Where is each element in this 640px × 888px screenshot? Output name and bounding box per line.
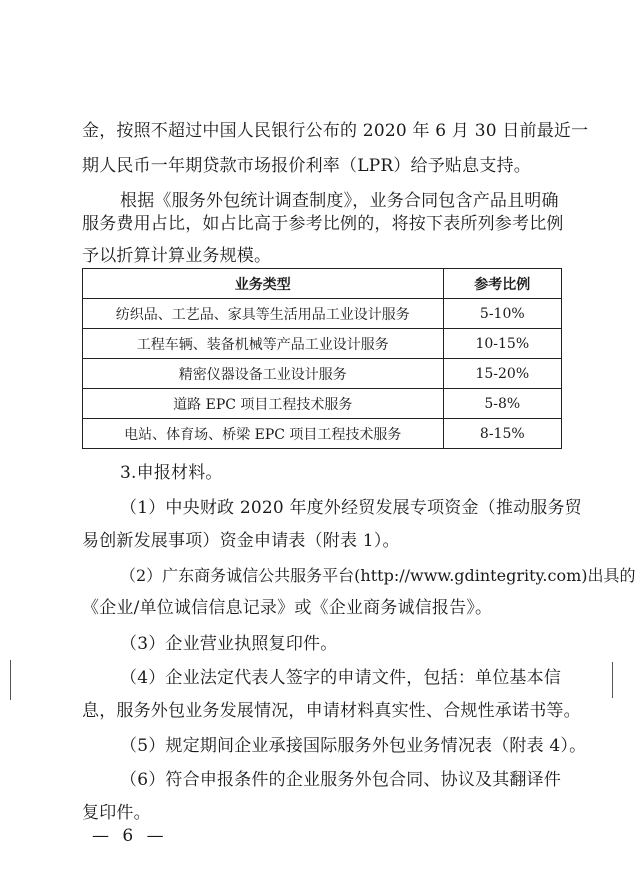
- paragraph-1-line-2: 期人民币一年期贷款市场报价利率（LPR）给予贴息支持。: [82, 156, 531, 176]
- item-1-line-1: （1）中央财政 2020 年度外经贸发展专项资金（推动服务贸: [120, 498, 582, 518]
- cell-business-type: 电站、体育场、桥梁 EPC 项目工程技术服务: [83, 419, 444, 449]
- section-heading: 3.申报材料。: [120, 463, 223, 483]
- cell-reference-ratio: 5-10%: [443, 299, 561, 329]
- table-row: [83, 419, 562, 449]
- item-2-line-1: （2）广东商务诚信公共服务平台(http://www.gdintegrity.com)出具的: [120, 566, 636, 585]
- table-row: [83, 329, 562, 359]
- scan-margin-mark-right: [612, 662, 613, 698]
- table-row: [83, 359, 562, 389]
- item-2-line-2: 《企业/单位诚信信息记录》或《企业商务诚信报告》。: [82, 598, 493, 618]
- paragraph-2-line-2: 服务费用占比，如占比高于参考比例的，将按下表所列参考比例: [82, 214, 564, 234]
- item-4-line-1: （4）企业法定代表人签字的申请文件，包括：单位基本信: [120, 668, 562, 688]
- cell-business-type: 精密仪器设备工业设计服务: [83, 359, 444, 389]
- cell-reference-ratio: 15-20%: [443, 359, 561, 389]
- cell-business-type: 纺织品、工艺品、家具等生活用品工业设计服务: [83, 299, 444, 329]
- scan-margin-mark-left: [10, 660, 11, 700]
- paragraph-2-line-1: 根据《服务外包统计调查制度》，业务合同包含产品且明确: [120, 191, 559, 211]
- cell-business-type: 道路 EPC 项目工程技术服务: [83, 389, 444, 419]
- paragraph-2-line-3: 予以折算计算业务规模。: [82, 246, 272, 266]
- item-3: （3）企业营业执照复印件。: [120, 634, 338, 654]
- table-row: [83, 389, 562, 419]
- cell-business-type: 工程车辆、装备机械等产品工业设计服务: [83, 329, 444, 359]
- item-1-line-2: 易创新发展事项）资金申请表（附表 1）。: [82, 531, 400, 551]
- table-row: [83, 299, 562, 329]
- item-5: （5）规定期间企业承接国际服务外包业务情况表（附表 4）。: [120, 736, 587, 756]
- page-number: — 6 —: [92, 826, 168, 846]
- cell-reference-ratio: 10-15%: [443, 329, 561, 359]
- item-4-line-2: 息，服务外包业务发展情况，申请材料真实性、合规性承诺书等。: [82, 701, 581, 721]
- cell-reference-ratio: 8-15%: [443, 419, 561, 449]
- table-header-row: [83, 269, 562, 299]
- item-6-line-1: （6）符合申报条件的企业服务外包合同、协议及其翻译件: [120, 770, 562, 790]
- header-business-type: 业务类型: [83, 269, 444, 299]
- header-reference-ratio: 参考比例: [443, 269, 561, 299]
- paragraph-1-line-1: 金，按照不超过中国人民银行公布的 2020 年 6 月 30 日前最近一: [82, 121, 589, 141]
- item-6-line-2: 复印件。: [82, 803, 151, 823]
- reference-ratio-table: [82, 268, 562, 449]
- cell-reference-ratio: 5-8%: [443, 389, 561, 419]
